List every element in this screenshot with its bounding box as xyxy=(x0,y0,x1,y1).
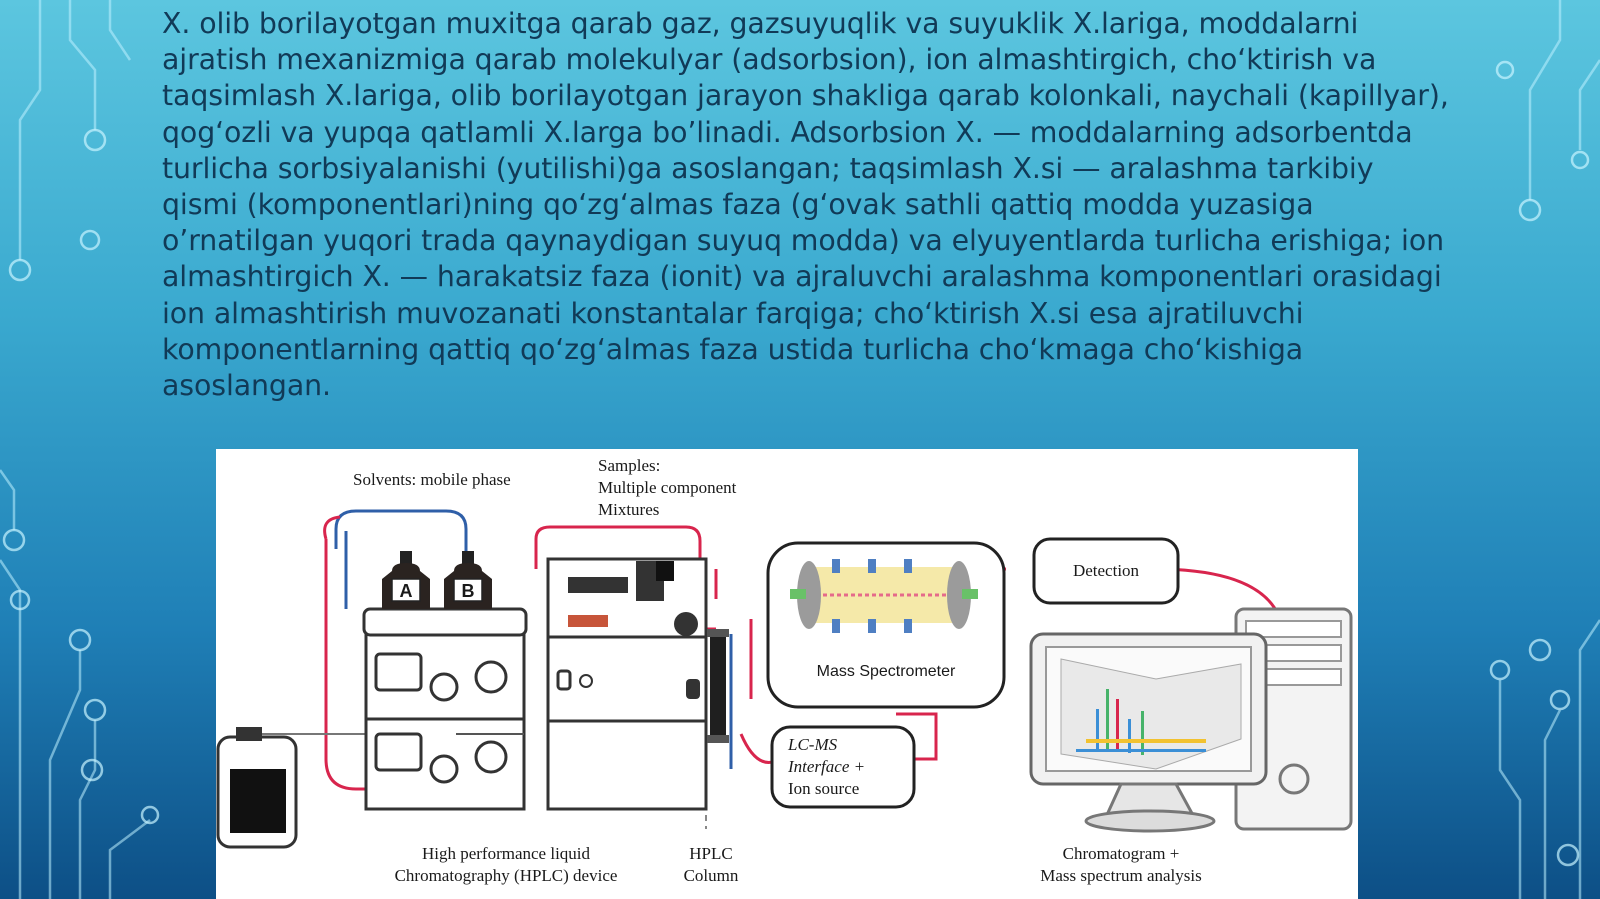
hplc-column-line-1: HPLC xyxy=(689,844,733,863)
interface-line-3: Ion source xyxy=(788,779,860,798)
samples-label-3: Mixtures xyxy=(598,500,660,519)
analysis-line-1: Chromatogram + xyxy=(1062,844,1180,863)
lcms-diagram xyxy=(216,449,1358,899)
interface-line-1: LC-MS xyxy=(788,735,838,754)
bottle-a-label: A xyxy=(399,581,413,601)
detection-label: Detection xyxy=(1072,561,1140,580)
solvents-label: Solvents: mobile phase xyxy=(353,470,511,489)
hplc-device-line-1: High performance liquid xyxy=(421,844,591,863)
body-paragraph: X. olib borilayotgan muxitga qarab gaz, gazsuyuqlik va suyuklik X.lariga, moddalarni ajratish mexanizmiga qarab molekulyar (adsorbsion), ion almashtirgich, cho‘ktirish va taqsimlash X.lariga, olib borilayotgan jarayon shakliga qarab kolonkali, naychali (kapillyar), qog‘ozli va yupqa qatlamli X.larga bo’linadi. Adsorbsion X. — moddalarning adsorbentda turlicha sorbsiyalanishi (yutilishi)ga asoslangan; taqsimlash X.si — aralashma tarkibiy qismi (komponentlari)ning qo‘zg‘almas faza (g‘ovak sathli qattiq modda yuzasiga o’rnatilgan yuqori trada qaynaydigan suyuq modda) va elyuyentlarda turlicha erishiga; ion almashtirgich X. — harakatsiz faza (ionit) va ajraluvchi aralashma komponentlari orasidagi ion almashtirish muvozanati konstantalar farqiga; cho‘ktirish X.si esa ajratiluvchi komponentlarning qattiq qo‘zg‘almas faza ustida turlicha cho‘kmaga cho‘kishiga asoslangan. xyxy=(162,7,1449,403)
samples-label-2: Multiple component xyxy=(598,478,737,497)
computer-workstation xyxy=(1031,609,1351,831)
autosampler xyxy=(548,559,706,809)
analysis-line-2: Mass spectrum analysis xyxy=(1040,866,1202,885)
bottle-b-label: B xyxy=(461,581,475,601)
samples-label-1: Samples: xyxy=(598,456,661,475)
interface-line-2: Interface + xyxy=(788,757,866,776)
mass-spectrometer-label: Mass Spectrometer xyxy=(816,663,956,680)
hplc-pump-stack xyxy=(364,609,526,809)
hplc-column-line-2: Column xyxy=(683,866,739,885)
hplc-column xyxy=(707,629,729,743)
hplc-device-line-2: Chromatography (HPLC) device xyxy=(394,866,618,885)
